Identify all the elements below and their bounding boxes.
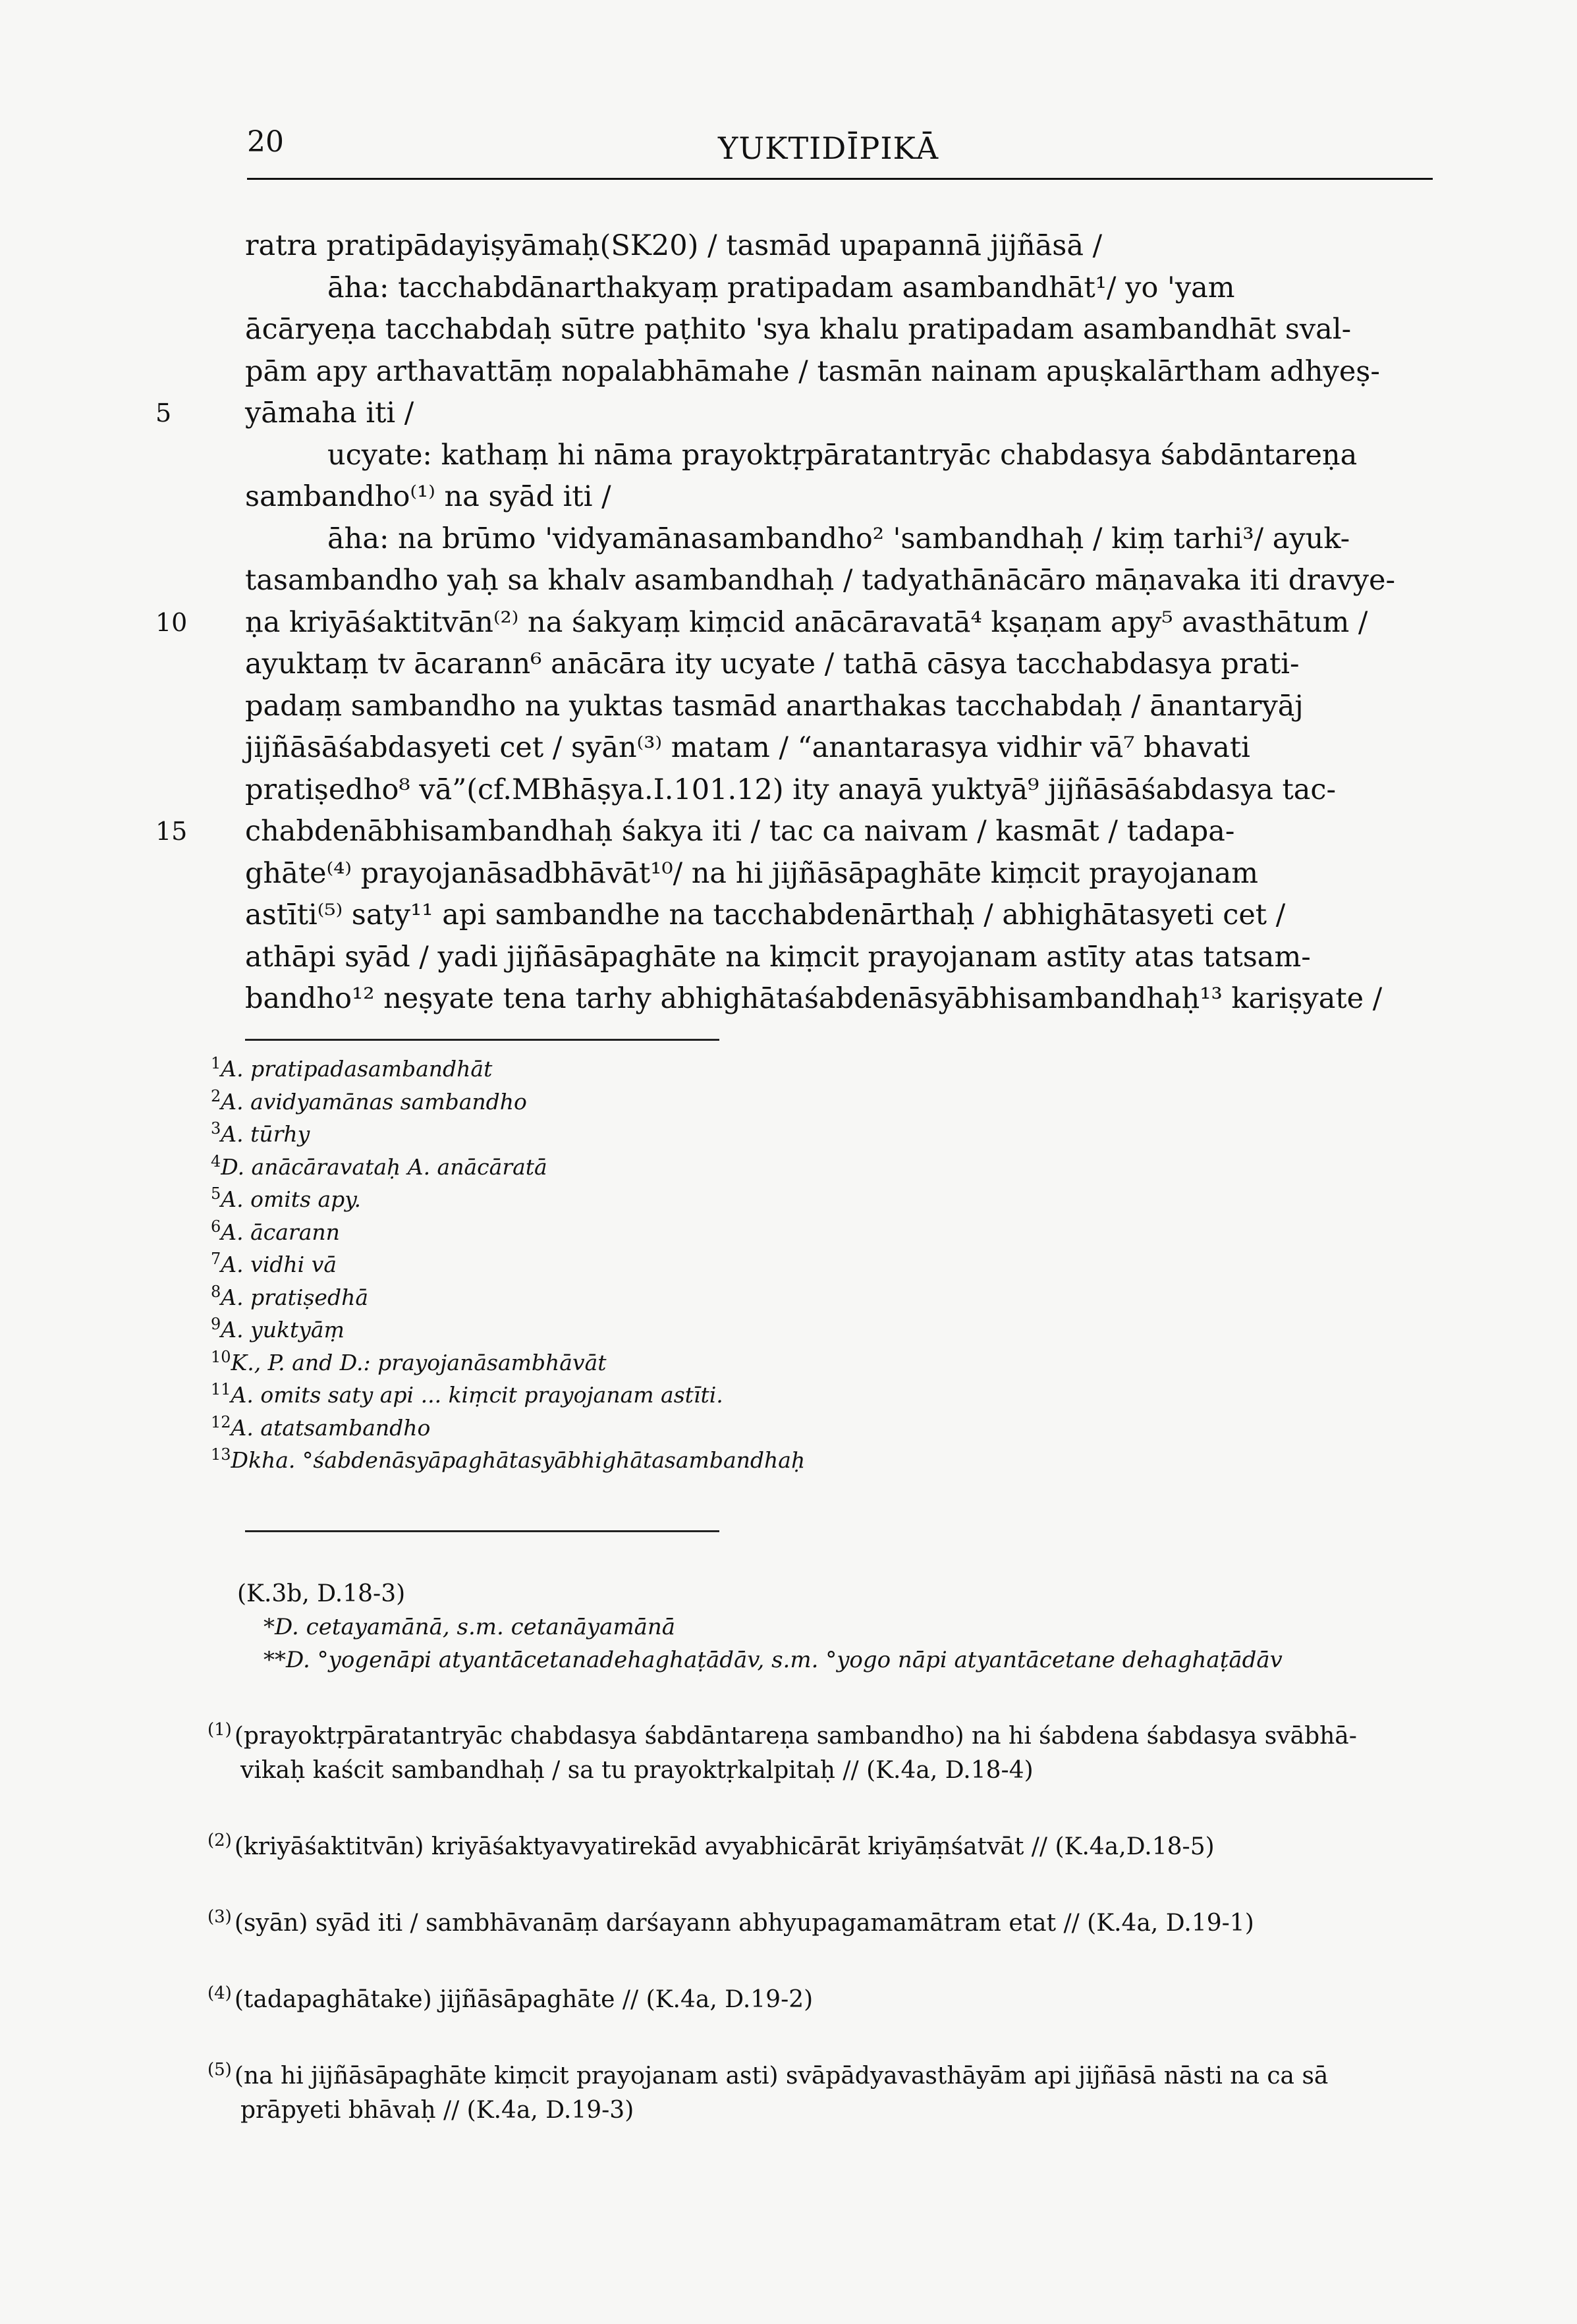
running-title: YUKTIDĪPIKĀ: [718, 130, 939, 166]
footnote-text: K., P. and D.: prayojanāsambhāvāt: [231, 1349, 607, 1375]
note-text: (syān) syād iti / sambhāvanāṃ darśayann abhyupagamamātram etat // (K.4a, D.19-1): [234, 1910, 1254, 1937]
text-line: [155, 602, 1431, 644]
footnote: [211, 1276, 1462, 1309]
note-text: (na hi jijñāsāpaghāte kiṃcit prayojanam asti) svāpādyavasthāyām api jijñāsā nāsti na ca sā: [234, 2062, 1329, 2089]
line-text: āha: na brūmo 'vidyamānasambandho² 'sambandhaḥ / kiṃ tarhi³/ ayuk-: [327, 522, 1350, 555]
line-number: 10: [155, 607, 188, 637]
footnote-mark: 12: [211, 1412, 231, 1431]
note-line: [208, 1823, 1446, 1864]
line-text: ghāte⁽⁴⁾ prayojanāsadbhāvāt¹⁰/ na hi jijñāsāpaghāte kiṃcit prayojanam: [245, 856, 1259, 890]
footnote: [211, 1113, 1462, 1146]
line-text: tasambandho yaḥ sa khalv asambandhaḥ / tadyathānācāro māṇavaka iti dravye-: [245, 564, 1396, 597]
footnote: [211, 1146, 1462, 1178]
line-text: bandho¹² neṣyate tena tarhy abhighātaśabdenāsyābhisambandhaḥ¹³ kariṣyate /: [245, 982, 1383, 1015]
text-line: [245, 267, 1431, 310]
line-number: 15: [155, 817, 188, 846]
note-text: (prayoktṛpāratantryāc chabdasya śabdāntareṇa sambandho) na hi śabdena śabdasya svābhā-: [234, 1723, 1357, 1750]
footnote-text: D. anācāravataḥ A. anācāratā: [221, 1153, 547, 1180]
line-text: ucyate: kathaṃ hi nāma prayoktṛpāratantryāc chabdasya śabdāntareṇa: [327, 438, 1358, 472]
text-line: [245, 686, 1431, 728]
footnote-mark: 5: [211, 1184, 221, 1203]
line-text: ācāryeṇa tacchabdaḥ sūtre paṭhito 'sya khalu pratipadam asambandhāt sval-: [245, 313, 1352, 346]
apparatus: [237, 1578, 1449, 1676]
note-line: [208, 2093, 1446, 2128]
line-text: sambandho⁽¹⁾ na syād iti /: [245, 480, 611, 513]
footnote-mark: 7: [211, 1250, 221, 1268]
note-mark: (2): [208, 1831, 232, 1850]
note-mark: (1): [208, 1720, 232, 1740]
footnote-text: A. vidhi vā: [221, 1252, 337, 1277]
footnote: [211, 1211, 1462, 1244]
apparatus-line: **D. °yogenāpi atyantācetanadehaghaṭādāv, s.m. °yogo nāpi atyantācetane dehaghaṭādāv: [263, 1647, 1283, 1673]
apparatus-line: *D. cetayamānā, s.m. cetanāyamānā: [263, 1614, 676, 1640]
text-line: [245, 895, 1431, 937]
footnote-mark: 3: [211, 1119, 221, 1138]
commentary-note: [208, 1823, 1446, 1864]
line-text: astīti⁽⁵⁾ saty¹¹ api sambandhe na tacchabdenārthaḥ / abhighātasyeti cet /: [245, 899, 1286, 931]
note-text: (tadapaghātake) jijñāsāpaghāte // (K.4a, D.19-2): [234, 1986, 814, 2013]
page-header: [247, 125, 1433, 180]
text-line: [245, 853, 1431, 895]
line-text: ratra pratipādayiṣyāmaḥ(SK20) / tasmād upapannā jijñāsā /: [245, 229, 1103, 262]
footnote: [211, 1243, 1462, 1276]
footnote-mark: 10: [211, 1347, 231, 1366]
footnote-text: Dkha. °śabdenāsyāpaghātasyābhighātasambandhaḥ: [231, 1447, 806, 1473]
line-text: āha: tacchabdānarthakyaṃ pratipadam asambandhāt¹/ yo 'yam: [327, 271, 1235, 304]
footnote-mark: 2: [211, 1086, 221, 1105]
footnote-mark: 4: [211, 1151, 221, 1171]
line-text: yāmaha iti /: [245, 397, 414, 429]
text-line: [155, 393, 1431, 435]
apparatus-ref: (K.3b, D.18-3): [237, 1580, 406, 1607]
footnote: [211, 1373, 1462, 1406]
text-line: [245, 351, 1431, 393]
text-line: [245, 727, 1431, 769]
footnote: [211, 1178, 1462, 1211]
footnotes: [211, 1047, 1462, 1472]
commentary-note: [208, 2053, 1446, 2128]
note-line: [208, 1900, 1446, 1941]
note-mark: (5): [208, 2060, 232, 2080]
footnote: [211, 1341, 1462, 1374]
footnote-text: A. atatsambandho: [231, 1414, 431, 1441]
text-line: [245, 309, 1431, 351]
text-line: [245, 560, 1431, 602]
text-line: [245, 435, 1431, 477]
footnote-text: A. ācarann: [221, 1219, 340, 1245]
line-text: chabdenābhisambandhaḥ śakya iti / tac ca naivam / kasmāt / tadapa-: [245, 815, 1235, 848]
footnote-text: A. tūrhy: [221, 1121, 310, 1147]
note-line: [208, 1976, 1446, 2017]
note-text: prāpyeti bhāvaḥ // (K.4a, D.19-3): [240, 2097, 634, 2124]
apparatus-divider: [245, 1530, 719, 1532]
footnote-mark: 1: [211, 1054, 221, 1072]
main-text: [155, 225, 1431, 1020]
footnote-text: A. omits apy.: [221, 1186, 362, 1212]
note-text: (kriyāśaktitvān) kriyāśaktyavyatirekād avyabhicārāt kriyāṃśatvāt // (K.4a,D.18-5): [234, 1833, 1215, 1860]
note-line: [208, 2053, 1446, 2093]
note-text: vikaḥ kaścit sambandhaḥ / sa tu prayoktṛkalpitaḥ // (K.4a, D.18-4): [240, 1757, 1034, 1784]
text-line: [245, 644, 1431, 686]
commentary-note: [208, 1900, 1446, 1941]
footnote-text: A. omits saty api ... kiṃcit prayojanam astīti.: [231, 1382, 723, 1408]
page-number: 20: [247, 125, 284, 159]
line-text: jijñāsāśabdasyeti cet / syān⁽³⁾ matam / “anantarasya vidhir vā⁷ bhavati: [245, 731, 1250, 764]
text-line: [155, 811, 1431, 853]
footnote-divider: [245, 1039, 719, 1041]
footnote: [211, 1047, 1462, 1080]
line-text: athāpi syād / yadi jijñāsāpaghāte na kiṃcit prayojanam astīty atas tatsam-: [245, 940, 1311, 974]
text-line: [245, 225, 1431, 267]
line-number: 5: [155, 399, 172, 428]
footnote-mark: 11: [211, 1380, 231, 1398]
note-line: [208, 1754, 1446, 1788]
footnote: [211, 1080, 1462, 1113]
commentary-notes: [208, 1713, 1446, 2163]
text-line: [245, 978, 1431, 1020]
footnote: [211, 1406, 1462, 1439]
line-text: ayuktaṃ tv ācarann⁶ anācāra ity ucyate / tathā cāsya tacchabdasya prati-: [245, 648, 1300, 680]
text-line: [245, 769, 1431, 812]
line-text: padaṃ sambandho na yuktas tasmād anarthakas tacchabdaḥ / ānantaryāj: [245, 689, 1304, 723]
commentary-note: [208, 1713, 1446, 1788]
footnote-mark: 9: [211, 1315, 221, 1333]
footnote-text: A. yuktyāṃ: [221, 1317, 345, 1342]
footnote-mark: 13: [211, 1445, 231, 1464]
note-mark: (3): [208, 1907, 232, 1927]
note-line: [208, 1713, 1446, 1754]
footnote: [211, 1308, 1462, 1341]
footnote-text: A. avidyamānas sambandho: [221, 1088, 527, 1115]
footnote-mark: 8: [211, 1282, 221, 1301]
line-text: ṇa kriyāśaktitvān⁽²⁾ na śakyaṃ kiṃcid anācāravatā⁴ kṣaṇam apy⁵ avasthātum /: [245, 605, 1368, 639]
text-line: [245, 518, 1431, 561]
footnote-text: A. pratipadasambandhāt: [221, 1056, 493, 1082]
footnote-text: A. pratiṣedhā: [221, 1284, 368, 1310]
line-text: pratiṣedho⁸ vā”(cf.MBhāṣya.I.101.12) ity anayā yuktyā⁹ jijñāsāśabdasya tac-: [245, 773, 1337, 806]
footnote-mark: 6: [211, 1217, 221, 1236]
commentary-note: [208, 1976, 1446, 2017]
footnote: [211, 1439, 1462, 1472]
text-line: [245, 476, 1431, 518]
text-line: [245, 937, 1431, 979]
note-mark: (4): [208, 1983, 232, 2003]
line-text: pām apy arthavattāṃ nopalabhāmahe / tasmān nainam apuṣkalārtham adhyeṣ-: [245, 354, 1380, 388]
